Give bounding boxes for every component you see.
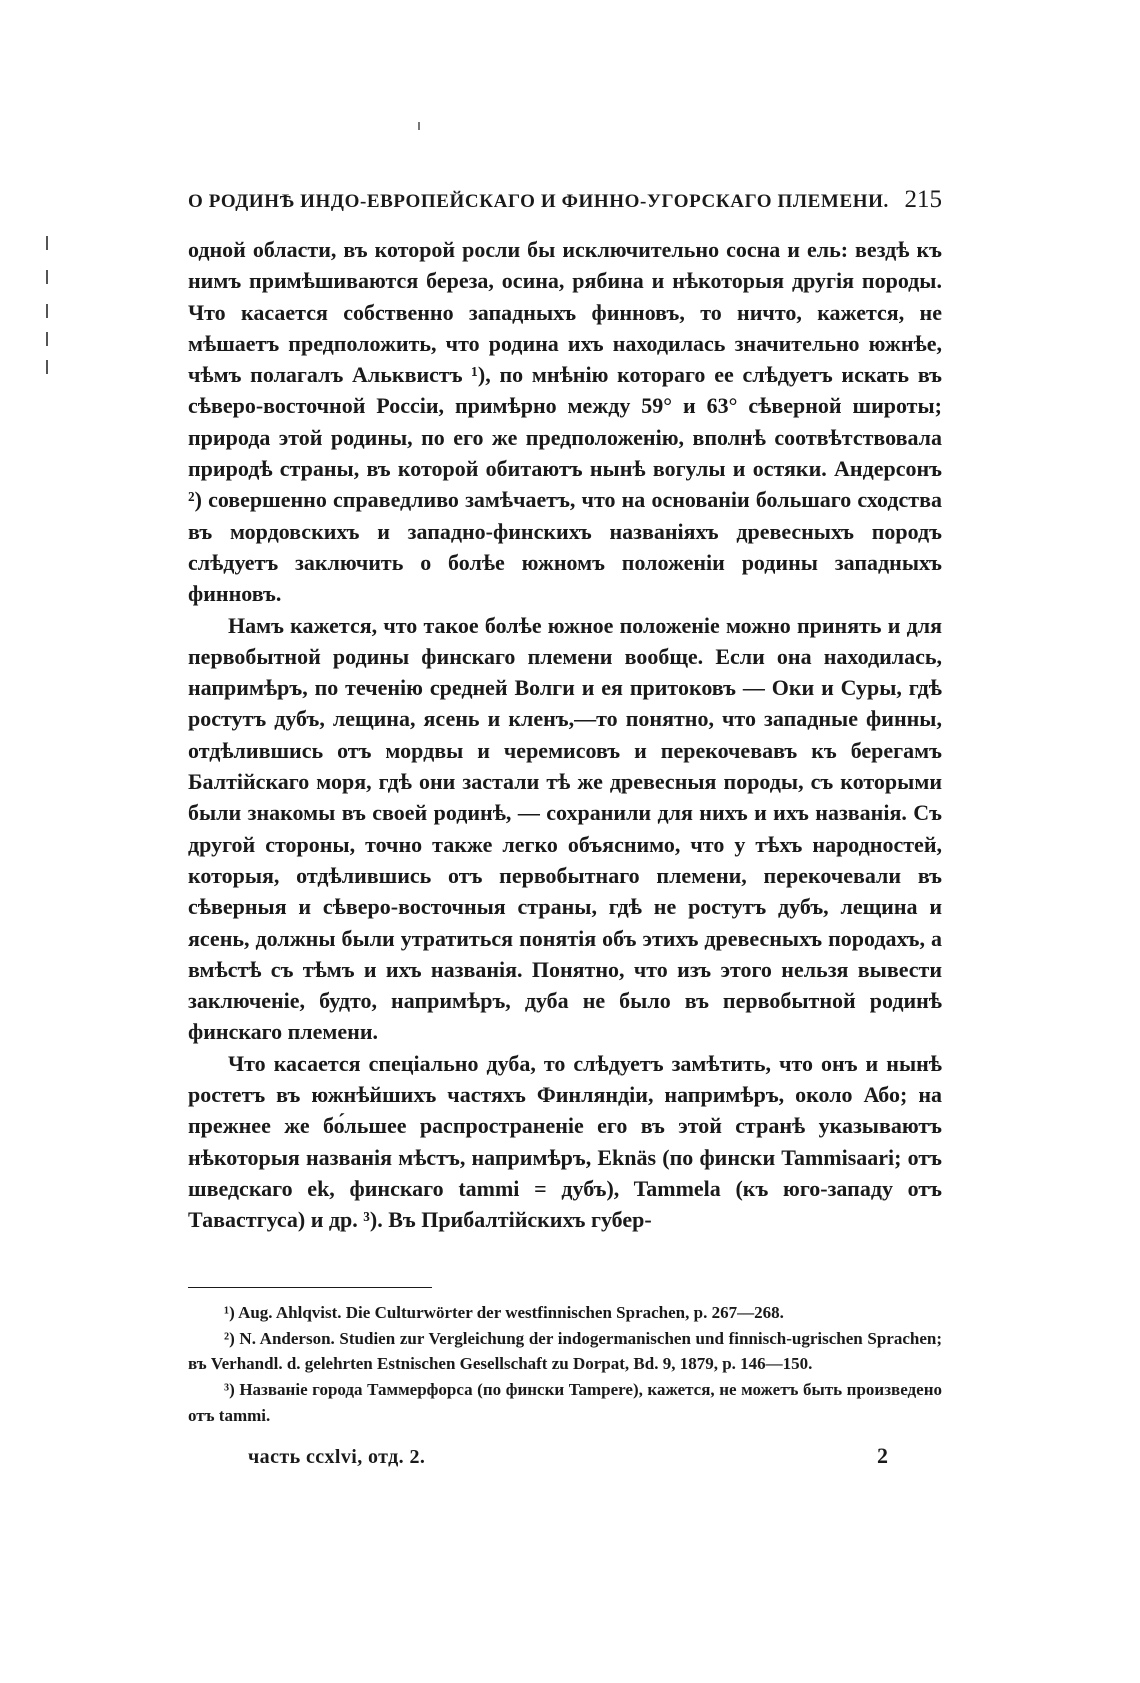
body-text: [188, 234, 942, 1236]
margin-marks: [44, 236, 52, 386]
page-number: 215: [904, 186, 942, 213]
signature-label: часть ccxlvi, отд. 2.: [248, 1446, 426, 1468]
paragraph: Что касается спеціально дуба, то слѣдуетъ замѣтить, что онъ и нынѣ ростетъ въ южнѣйшихъ частяхъ Финляндіи, напримѣръ, около Або; на прежнее же бо́льшее распространеніе его въ этой странѣ указываютъ нѣкоторыя названія мѣстъ, напримѣръ, Eknäs (по фински Tammisaari; отъ шведскаго ek, финскаго tammi = дубъ), Tammela (къ юго-западу отъ Тавастгуса) и др. ³). Въ Прибалтійскихъ губер-: [188, 1050, 942, 1233]
paragraph: одной области, въ которой росли бы исключительно сосна и ель: вездѣ къ нимъ примѣшиваются береза, осина, рябина и нѣкоторыя другія породы. Что касается собственно западныхъ финновъ, то ничто, кажется, не мѣшаетъ предположить, что родина ихъ находилась значительно южнѣе, чѣмъ полагалъ Альквистъ ¹), по мнѣнію котораго ее слѣдуетъ искать въ сѣверо-восточной Россіи, примѣрно между 59° и 63° сѣверной широты; природа этой родины, по его же предположенію, вполнѣ соотвѣтствовала природѣ страны, въ которой обитаютъ нынѣ вогулы и остяки. Андерсонъ ²) совершенно справедливо замѣчаетъ, что на основаніи большаго сходства въ мордовскихъ и западно-финскихъ названіяхъ древесныхъ породъ слѣдуетъ заключить о болѣе южномъ положеніи родины западныхъ финновъ.: [188, 237, 942, 607]
paragraph: Намъ кажется, что такое болѣе южное положеніе можно принять и для первобытной родины финскаго племени вообще. Если она находилась, напримѣръ, по теченію средней Волги и ея притоковъ — Оки и Суры, гдѣ ростутъ дубъ, лещина, ясень и кленъ,—то понятно, что западные финны, отдѣлившись отъ мордвы и черемисовъ и перекочевавъ къ берегамъ Балтійскаго моря, гдѣ они застали тѣ же древесныя породы, съ которыми были знакомы въ своей родинѣ, — сохранили для нихъ и ихъ названія. Съ другой стороны, точно также легко объяснимо, что у тѣхъ народностей, которыя, отдѣлившись отъ первобытнаго племени, перекочевали въ сѣверныя и сѣверо-восточныя страны, гдѣ не ростутъ дубъ, лещина и ясень, должны были утратиться понятія объ этихъ древесныхъ породахъ, а вмѣстѣ съ тѣмъ и ихъ названія. Понятно, что изъ этого нельзя вывести заключеніе, будто, напримѣръ, дуба не было въ первобытной родинѣ финскаго племени.: [188, 612, 942, 1045]
footnote: ³) Названіе города Таммерфорса (по фински Tampere), кажется, не можетъ быть произведено отъ tammi.: [188, 1380, 942, 1425]
print-speck: [418, 122, 420, 130]
footnotes: [188, 1300, 942, 1429]
footnote: ²) N. Anderson. Studien zur Vergleichung der indogermanischen und finnisch-ugrischen Sprachen; въ Verhandl. d. gelehrten Estnischen Gesellschaft zu Dorpat, Bd. 9, 1879, p. 146—150.: [188, 1328, 942, 1374]
footnote: ¹) Aug. Ahlqvist. Die Culturwörter der westfinnischen Sprachen, p. 267—268.: [224, 1303, 784, 1322]
printer-signature: [248, 1443, 888, 1469]
running-head: О РОДИНѢ ИНДО-ЕВРОПЕЙСКАГО И ФИННО-УГОРСКАГО ПЛЕМЕНИ.: [188, 191, 889, 212]
page-header: [188, 186, 942, 214]
footnote-separator: [188, 1287, 432, 1288]
signature-number: 2: [877, 1443, 888, 1468]
